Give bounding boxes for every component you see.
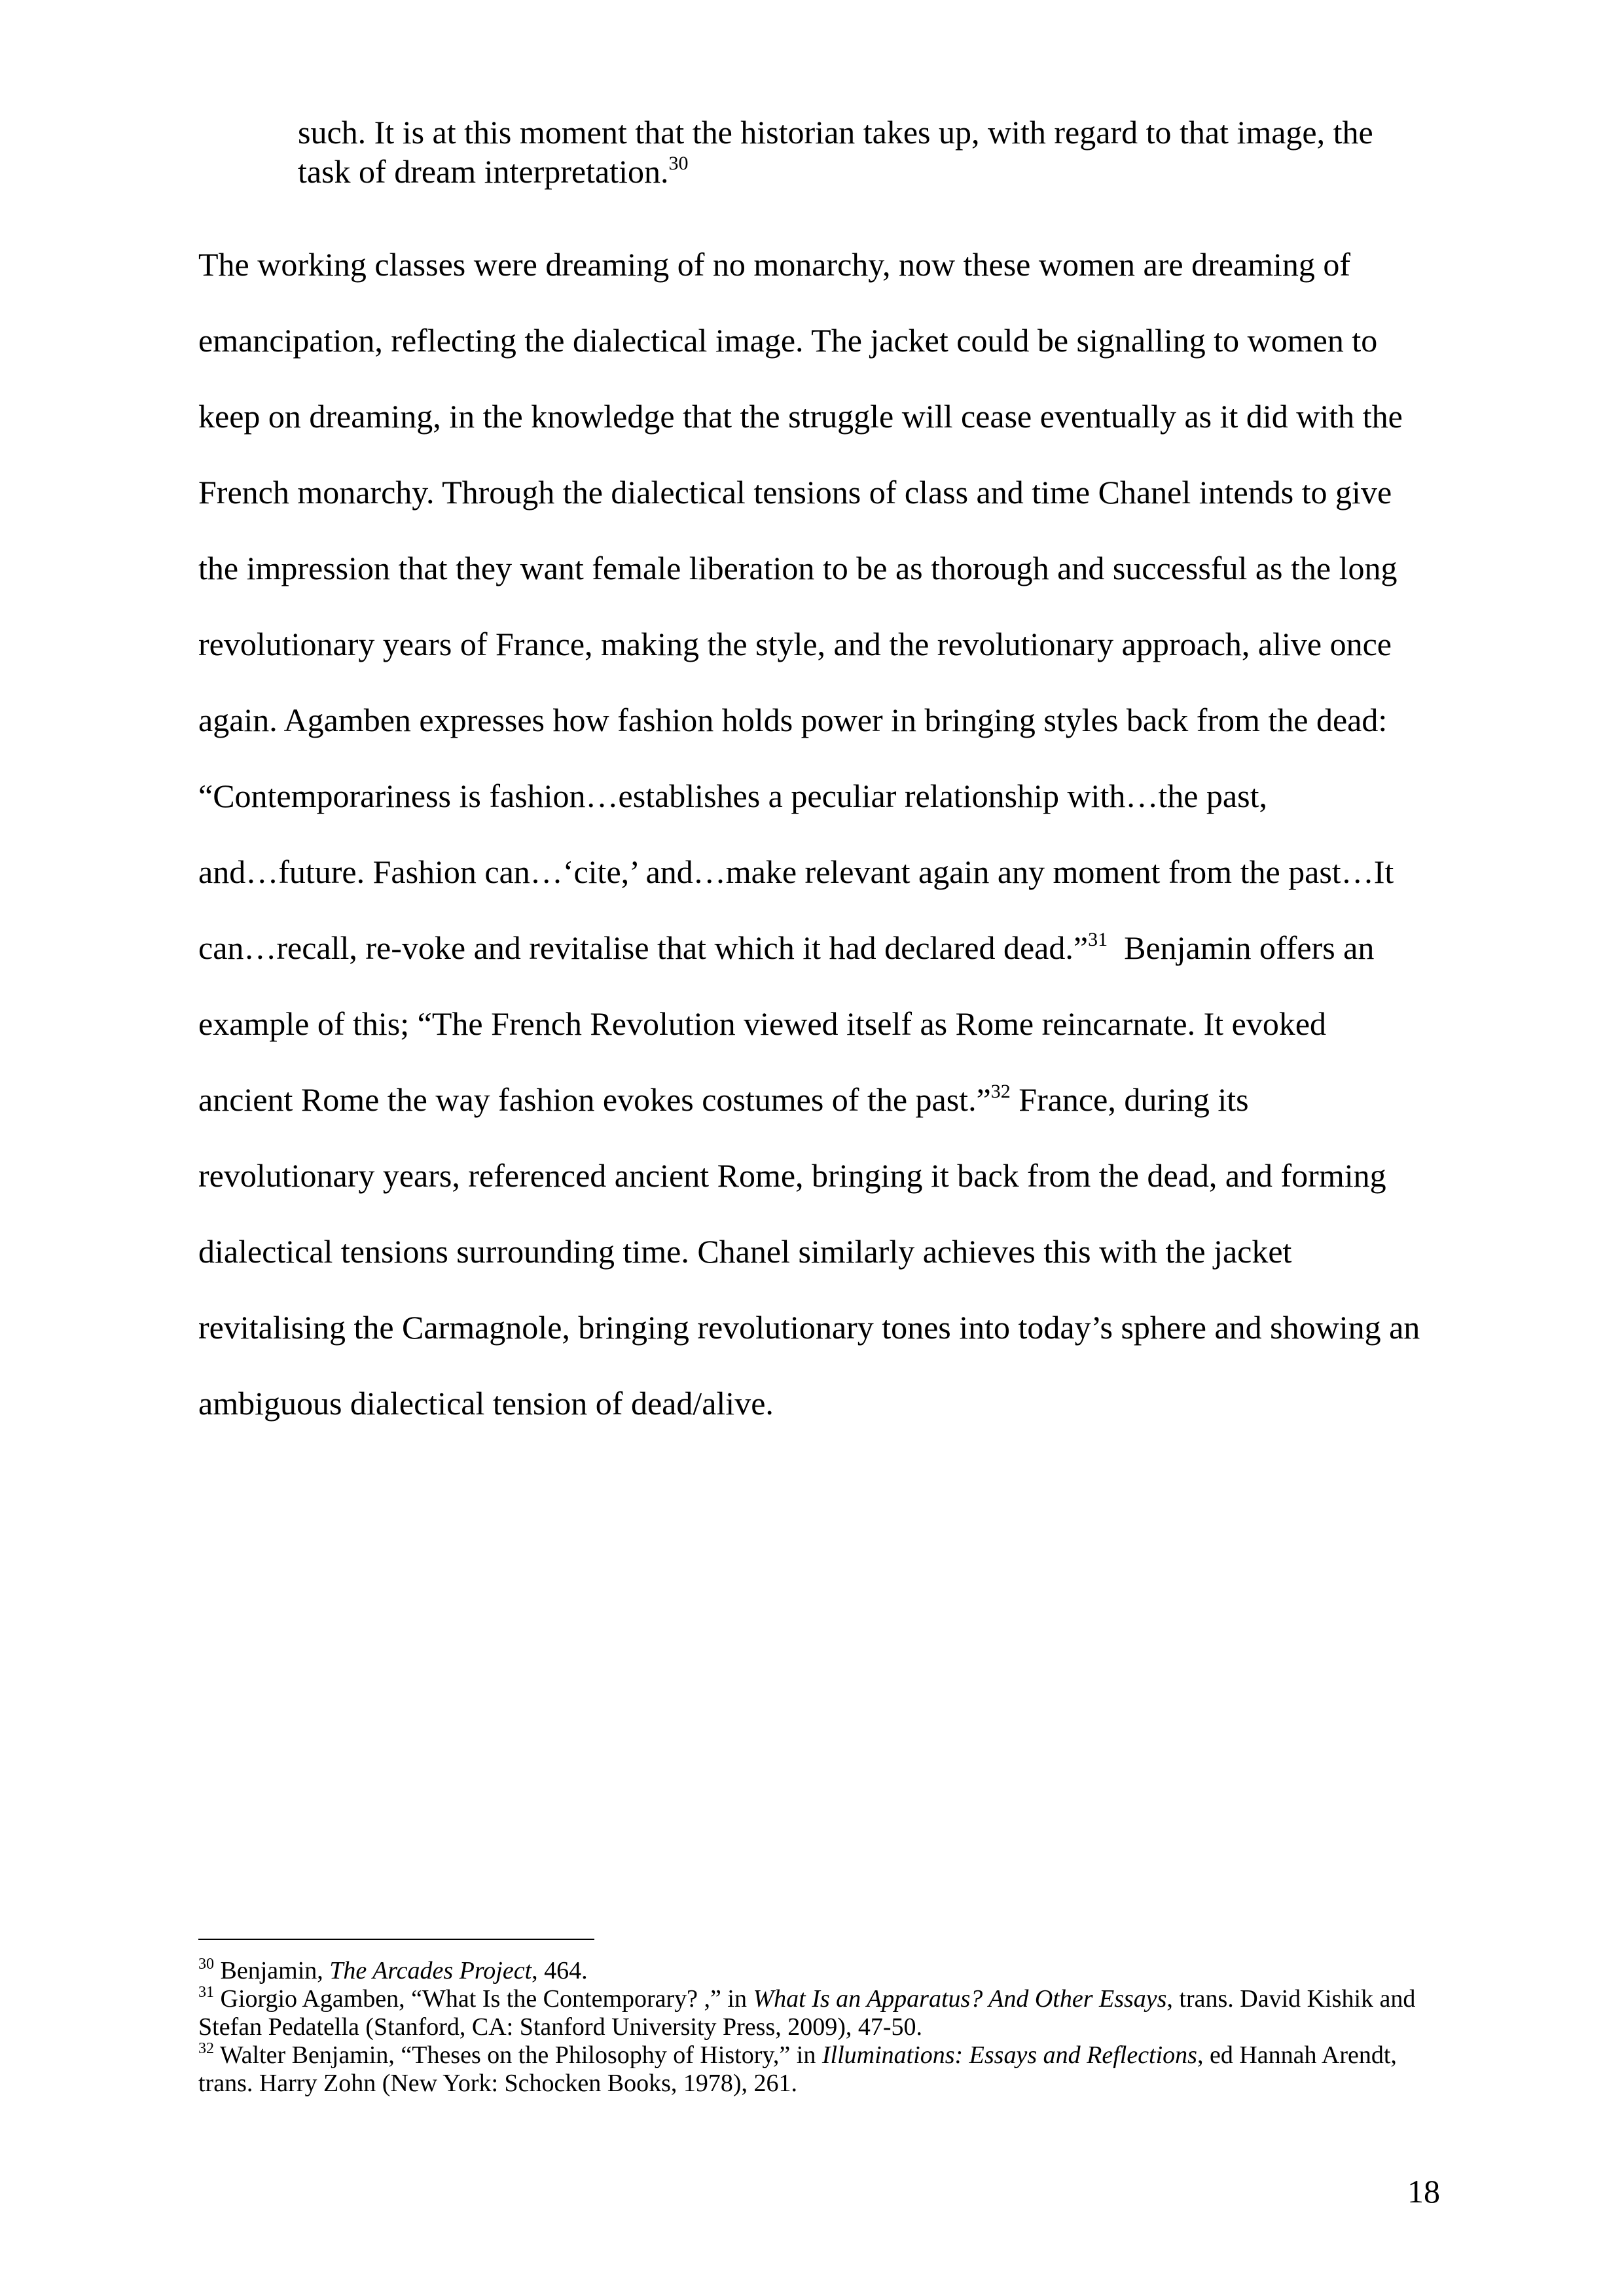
footnote-text: , 464. xyxy=(532,1957,588,1984)
block-quote-text: task of dream interpretation. xyxy=(298,153,669,190)
block-quote-line: such. It is at this moment that the historian takes up, with regard to that image, the xyxy=(298,114,1373,151)
footnote-text: Giorgio Agamben, “What Is the Contemporary? ,” in xyxy=(214,1985,753,2013)
footnote-text: Walter Benjamin, “Theses on the Philosophy of History,” in xyxy=(214,2041,822,2069)
paragraph-line: ambiguous dialectical tension of dead/alive. xyxy=(198,1385,774,1422)
paragraph-line: and…future. Fashion can…‘cite,’ and…make relevant again any moment from the past…It xyxy=(198,853,1394,890)
footnote-number: 32 xyxy=(198,2040,214,2057)
paragraph-line: example of this; “The French Revolution viewed itself as Rome reincarnate. It evoked xyxy=(198,1005,1327,1042)
footnote-ref-30: 30 xyxy=(668,152,689,174)
footnote-31 xyxy=(198,1985,1442,2041)
paragraph-line: dialectical tensions surrounding time. Chanel similarly achieves this with the jacket xyxy=(198,1233,1292,1270)
footnote-number: 31 xyxy=(198,1984,214,2001)
footnote-30 xyxy=(198,1957,1442,1985)
paragraph-line xyxy=(198,910,1442,986)
paragraph-text: can…recall, re-voke and revitalise that which it had declared dead.” xyxy=(198,929,1089,966)
footnote-number: 30 xyxy=(198,1956,214,1973)
footnotes xyxy=(198,1957,1442,2098)
paragraph-line: the impression that they want female liberation to be as thorough and successful as the long xyxy=(198,550,1398,586)
footnote-32 xyxy=(198,2041,1442,2098)
footnote-title: Illuminations: Essays and Reflections xyxy=(821,2041,1197,2069)
paragraph-line: emancipation, reflecting the dialectical image. The jacket could be signalling to women to xyxy=(198,322,1378,359)
paragraph-line: The working classes were dreaming of no monarchy, now these women are dreaming of xyxy=(198,246,1351,283)
paragraph-text: Benjamin offers an xyxy=(1108,929,1375,966)
paragraph-line xyxy=(198,1062,1442,1138)
paragraph-text: France, during its xyxy=(1010,1081,1249,1118)
paragraph-line: French monarchy. Through the dialectical tensions of class and time Chanel intends to give xyxy=(198,474,1392,511)
paragraph-line: revolutionary years, referenced ancient Rome, bringing it back from the dead, and forming xyxy=(198,1157,1386,1194)
footnote-text: Benjamin, xyxy=(214,1957,330,1984)
footnote-separator xyxy=(198,1939,594,1940)
footnote-ref-32: 32 xyxy=(990,1081,1011,1102)
paragraph-line: keep on dreaming, in the knowledge that the struggle will cease eventually as it did with the xyxy=(198,398,1403,435)
paragraph-line: “Contemporariness is fashion…establishes a peculiar relationship with…the past, xyxy=(198,778,1267,814)
paragraph-text: ancient Rome the way fashion evokes costumes of the past.” xyxy=(198,1081,991,1118)
footnote-title: What Is an Apparatus? And Other Essays xyxy=(753,1985,1167,2013)
block-quote xyxy=(298,113,1424,191)
footnote-title: The Arcades Project xyxy=(329,1957,532,1984)
body-paragraph xyxy=(198,226,1442,1441)
paragraph-line: again. Agamben expresses how fashion holds power in bringing styles back from the dead: xyxy=(198,702,1388,738)
footnote-text: , ed Hannah Arendt, trans. Harry Zohn (New York: Schocken Books, 1978), 261. xyxy=(198,2041,1397,2097)
block-quote-line xyxy=(298,152,1424,191)
paragraph-line: revolutionary years of France, making the style, and the revolutionary approach, alive once xyxy=(198,626,1392,662)
paragraph-line: revitalising the Carmagnole, bringing revolutionary tones into today’s sphere and showing an xyxy=(198,1309,1420,1346)
page-number: 18 xyxy=(1407,2173,1440,2210)
footnote-ref-31: 31 xyxy=(1088,929,1108,950)
footnote-text: , trans. David Kishik and Stefan Pedatella (Stanford, CA: Stanford University Press, 2009), 47-50. xyxy=(198,1985,1416,2041)
